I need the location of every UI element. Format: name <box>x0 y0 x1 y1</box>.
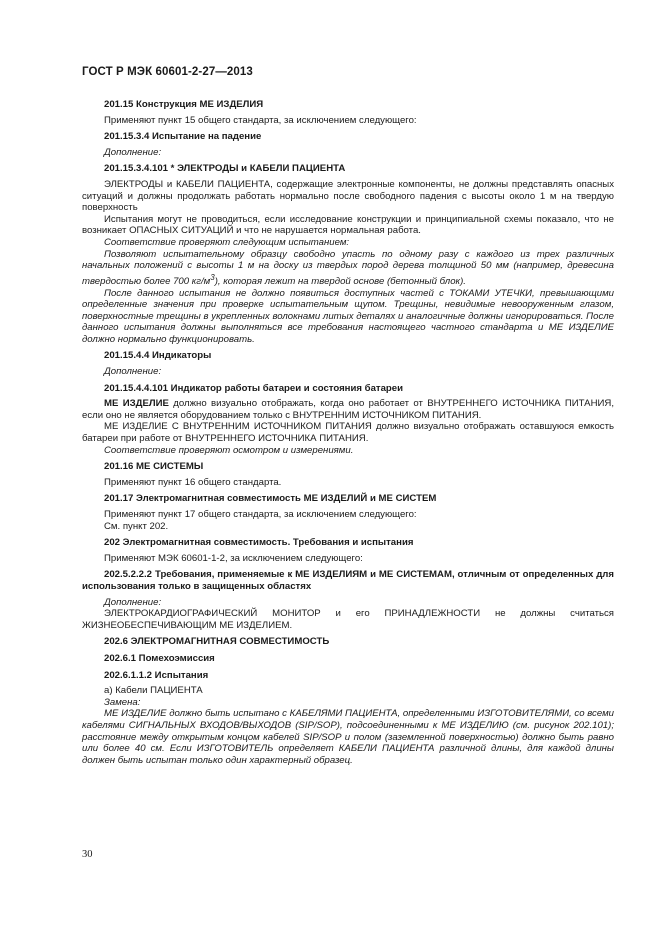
paragraph: ЭЛЕКТРОКАРДИОГРАФИЧЕСКИЙ МОНИТОР и его ПРИНАДЛЕЖНОСТИ не должны считаться ЖИЗНЕОБЕСПЕЧИВАЮЩИМ МЕ ИЗДЕЛИЕМ. <box>82 608 614 631</box>
paragraph: ЭЛЕКТРОДЫ и КАБЕЛИ ПАЦИЕНТА, содержащие электронные компоненты, не должны представлять опасных ситуаций и должны продолжать работать нормально после свободного падения с высоты около 1 м на твердую поверхность <box>82 178 614 214</box>
paragraph: a) Кабели ПАЦИЕНТА <box>104 685 203 697</box>
section-heading: 202 Электромагнитная совместимость. Требования и испытания <box>104 537 414 549</box>
paragraph: Дополнение: <box>104 146 162 158</box>
section-heading: 201.16 МЕ СИСТЕМЫ <box>104 461 204 473</box>
text-run: Позволяют испытательному образцу свободно упасть по одному разу с каждого из трех различных начальных положений с высоты 1 м на доску из твердых пород дерева толщиной 50 мм (например, древесина твердостью более 700 кг/м <box>82 248 614 287</box>
paragraph: Испытания могут не проводиться, если исследование конструкции и принципиальной схемы показало, что не возникает ОПАСНЫХ СИТУАЦИЙ и что не нарушается нормальная работа. <box>82 213 614 237</box>
paragraph: МЕ ИЗДЕЛИЕ должно быть испытано с КАБЕЛЯМИ ПАЦИЕНТА, определенными ИЗГОТОВИТЕЛЯМИ, со всеми кабелями СИГНАЛЬНЫХ ВХОДОВ/ВЫХОДОВ (SIP/SOP), подсоединенными к МЕ ИЗДЕЛИЮ (см. рисунок 202.101); расстояние между открытым концом кабелей SIP/SOP и полом (заземленной поверхностью) должно быть равно или более 40 см. Если ИЗГОТОВИТЕЛЬ определяет КАБЕЛИ ПАЦИЕНТА различной длины, для каждой длины должен быть испытан только один характерный образец. <box>82 708 614 766</box>
paragraph: Применяют пункт 17 общего стандарта, за исключением следующего: <box>104 509 417 520</box>
superscript: 3 <box>210 272 215 282</box>
paragraph: Дополнение: <box>104 596 162 608</box>
paragraph <box>82 249 614 288</box>
paragraph: Применяют МЭК 60601-1-2, за исключением следующего: <box>104 552 363 564</box>
paragraph: Соответствие проверяют осмотром и измерениями. <box>104 444 354 456</box>
paragraph: После данного испытания не должно появиться доступных частей с ТОКАМИ УТЕЧКИ, превышающими определенные значения при проверке испытательным щупом. Трещины, невидимые невооруженным глазом, поверхностные трещины в укрепленных волокнами литых деталях и аналогичные должны игнорироваться. После данного испытания должны выполняться все требования настоящего частного стандарта и МЕ ИЗДЕЛИЕ должно нормально функционировать. <box>82 287 614 345</box>
paragraph: Применяют пункт 16 общего стандарта. <box>104 476 282 488</box>
text-run-bold: МЕ ИЗДЕЛИЕ <box>104 398 169 410</box>
section-heading: 201.15.4.4.101 Индикатор работы батареи и состояния батареи <box>104 382 404 394</box>
page-content <box>82 94 614 766</box>
section-heading: 202.6.1.1.2 Испытания <box>104 669 209 681</box>
paragraph: Соответствие проверяют следующим испытанием: <box>104 236 350 248</box>
page-number: 30 <box>82 849 93 860</box>
paragraph: Дополнение: <box>104 366 162 378</box>
section-heading: 202.6.1 Помехоэмиссия <box>104 652 215 664</box>
paragraph: Замена: <box>104 696 141 708</box>
section-heading: 202.5.2.2.2 Требования, применяемые к МЕ ИЗДЕЛИЯМ и МЕ СИСТЕМАМ, отличным от определенных для использования только в защищенных областях <box>82 569 614 592</box>
text-run: ), которая лежит на твердой основе (бетонный блок). <box>214 275 466 287</box>
section-heading: 201.15.4.4 Индикаторы <box>104 350 212 362</box>
section-heading: 201.17 Электромагнитная совместимость МЕ ИЗДЕЛИЙ и МЕ СИСТЕМ <box>104 493 437 505</box>
document-header: ГОСТ Р МЭК 60601-2-27—2013 <box>82 66 253 78</box>
paragraph: См. пункт 202. <box>104 520 169 532</box>
paragraph <box>82 398 614 421</box>
section-heading: 201.15 Конструкция МЕ ИЗДЕЛИЯ <box>104 99 264 110</box>
paragraph: Применяют пункт 15 общего стандарта, за исключением следующего: <box>104 114 417 126</box>
text-run: должно визуально отображать, когда оно работает от ВНУТРЕННЕГО ИСТОЧНИКА ПИТАНИЯ, если оно не является оборудованием только с ВНУТРЕННИМ ИСТОЧНИКОМ ПИТАНИЯ. <box>82 398 614 421</box>
section-heading: 202.6 ЭЛЕКТРОМАГНИТНАЯ СОВМЕСТИМОСТЬ <box>104 636 330 648</box>
section-heading: 201.15.3.4.101 * ЭЛЕКТРОДЫ и КАБЕЛИ ПАЦИЕНТА <box>104 163 346 175</box>
section-heading: 201.15.3.4 Испытание на падение <box>104 131 262 143</box>
paragraph: МЕ ИЗДЕЛИЕ С ВНУТРЕННИМ ИСТОЧНИКОМ ПИТАНИЯ должно визуально отображать оставшуюся емкость батареи при работе от ВНУТРЕННЕГО ИСТОЧНИКА ПИТАНИЯ. <box>82 421 614 445</box>
